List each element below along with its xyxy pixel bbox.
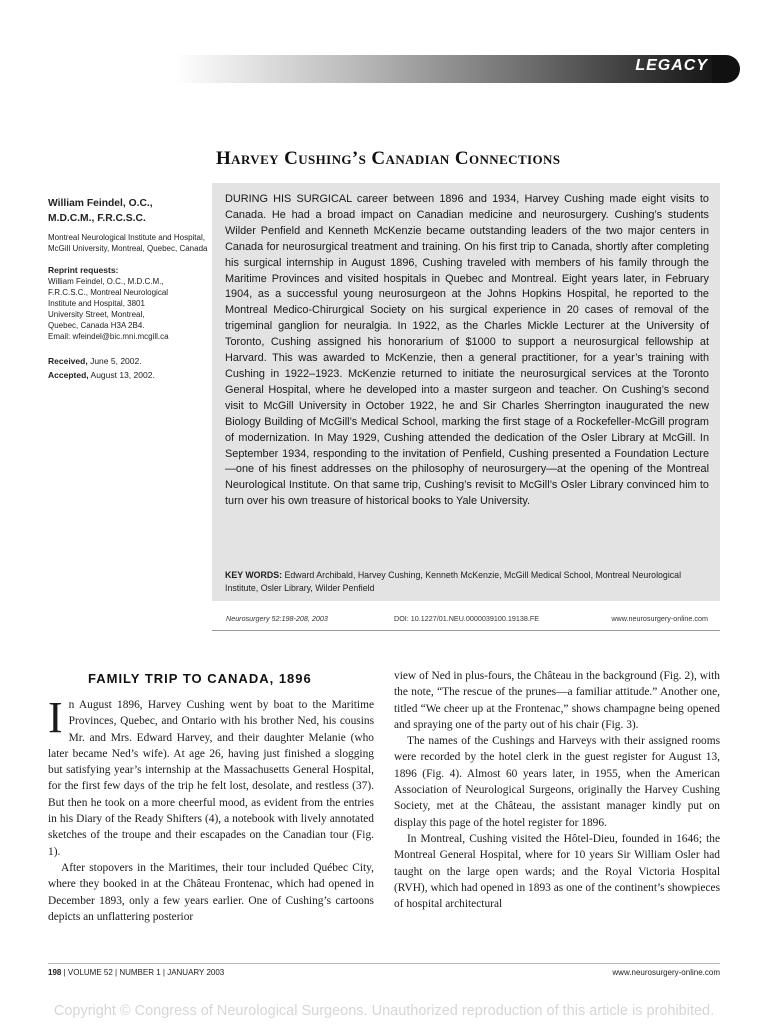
author-line-2: M.D.C.M., F.R.C.S.C. bbox=[48, 213, 146, 224]
section-banner bbox=[0, 55, 726, 83]
author-line-1: William Feindel, O.C., bbox=[48, 198, 153, 209]
accepted-label: Accepted, bbox=[48, 370, 89, 380]
author-name bbox=[48, 196, 208, 226]
footer-rule bbox=[48, 963, 720, 964]
banner-cap bbox=[712, 55, 740, 83]
keywords bbox=[225, 569, 709, 595]
paragraph-4: The names of the Cushings and Harveys with their assigned rooms were recorded by the hotel clerk in the guest register for August 13, 1896 (Fig. 4). Almost 60 years later, in 1955, when the American Association of Neurological Surgeons, originally the Harvey Cushing Society, met at the Château, the assistant manager kindly put on display this page of the hotel register for 1896. bbox=[394, 735, 720, 829]
keywords-label: KEY WORDS: bbox=[225, 570, 283, 580]
paragraph-1-text: n August 1896, Harvey Cushing went by boat to the Maritime Provinces, Quebec, and Ontario with his brother Ned, his cousins Mr. and Mrs. Edward Harvey, and their daughter Melanie (who later became Ned’s wife). At age 26, having just finished a slogging but satisfying year’s internship at the Massachusetts General Hospital, for the first few days of the trip he felt lost, desolate, and restless (37). But then he took on a more cheerful mood, as evident from the entries in his Diary of the Ready Shifters (4), a notebook with lively annotated sketches of the troupe and their escapades on the Canadian tour (Fig. 1). bbox=[48, 699, 374, 858]
abstract-text: DURING HIS SURGICAL career between 1896 and 1934, Harvey Cushing made eight visits to Canada. He had a broad impact on Canadian medicine and neurosurgery. Cushing’s students Wilder Penfield and Kenneth McKenzie became outstanding leaders of the two major centers in Canada for neurosurgical treatment and training. On his first trip to Canada, shortly after completing his surgical internship in August 1896, Cushing traveled with members of his family through the Maritime Provinces and visited hospitals in Quebec and Montreal. Eight years later, in February 1904, as a successful young neurosurgeon at the Johns Hopkins Hospital, he reported to the Montreal Medico-Chirurgical Society on his surgical experience in 20 cases of removal of the trigeminal ganglion for neuralgia. In 1922, as the Charles Mickle Lecturer at the University of Toronto, Cushing assigned his honorarium of $1000 to support a neurosurgical fellowship at Harvard. This was awarded to McKenzie, then a general practitioner, for a year’s training with Cushing in 1922–1923. McKenzie returned to initiate the neurosurgical services at the Toronto General Hospital, where he developed into a master surgeon and teacher. On Cushing’s second visit to McGill University in October 1922, he and Sir Charles Sherrington inaugurated the new Biology Building of McGill’s Medical School, marking the first stage of a Rockefeller-McGill program of modernization. In May 1929, Cushing attended the dedication of the Osler Library at McGill. In September 1934, responding to the invitation of Penfield, Cushing presented a Foundation Lecture—one of his finest addresses on the philosophy of neurosurgery—at the opening of the Montreal Neurological Institute. On that same trip, Cushing’s revisit to McGill’s Osler Library convinced him to turn over his own treasure of historical books to Yale University. bbox=[225, 193, 709, 508]
body-column-right bbox=[394, 668, 720, 912]
drop-cap: I bbox=[48, 693, 63, 742]
author-affiliation: Montreal Neurological Institute and Hospital, McGill University, Montreal, Quebec, Canada bbox=[48, 233, 208, 253]
page-number: 198 bbox=[48, 968, 62, 977]
issue-info: | VOLUME 52 | NUMBER 1 | JANUARY 2003 bbox=[63, 968, 225, 977]
body-column-left bbox=[48, 693, 374, 925]
article-dates bbox=[48, 354, 208, 382]
paragraph-3: view of Ned in plus-fours, the Château in the background (Fig. 2), with the note, “The rescue of the prunes—a familiar attitude.” Another one, titled “We cheer up at the Frontenac,” shows champagne being opened and spraying one of the party out of his chair (Fig. 3). bbox=[394, 670, 720, 731]
section-heading: FAMILY TRIP TO CANADA, 1896 bbox=[88, 671, 312, 686]
paragraph-2: After stopovers in the Maritimes, their tour included Québec City, where they booked in at the Château Frontenac, which had opened in December 1893, only a few years earlier. One of Cushing’s cartoons depicts an unflattering posterior bbox=[48, 861, 374, 923]
journal-website: www.neurosurgery-online.com bbox=[611, 614, 708, 623]
reprint-heading: Reprint requests: bbox=[48, 265, 119, 275]
copyright-notice: Copyright © Congress of Neurological Surgeons. Unauthorized reproduction of this article is prohibited. bbox=[53, 1003, 715, 1019]
footer-issue-info bbox=[48, 968, 224, 977]
reprint-address: William Feindel, O.C., M.D.C.M., F.R.C.S.C., Montreal Neurological Institute and Hospital, 3801 University Street, Montreal, Quebec, Canada H3A 2B4. Email: wfeindel@bic.mni.mcgill.ca bbox=[48, 277, 169, 341]
accepted-date: August 13, 2002. bbox=[90, 370, 155, 380]
received-date: June 5, 2002. bbox=[90, 356, 142, 366]
keywords-list: Edward Archibald, Harvey Cushing, Kenneth McKenzie, McGill Medical School, Montreal Neurological Institute, Osler Library, Wilder Penfield bbox=[225, 570, 682, 593]
paragraph-5: In Montreal, Cushing visited the Hôtel-Dieu, founded in 1646; the Montreal General Hospital, where for 10 years Sir William Osler had taught on the large open wards; and the Royal Victoria Hospital (RVH), which had opened in 1893 as one of the continent’s showpieces of hospital architectural bbox=[394, 832, 720, 911]
article-title: Harvey Cushing’s Canadian Connections bbox=[216, 148, 561, 169]
citation-bar bbox=[212, 605, 720, 631]
section-label: LEGACY bbox=[635, 57, 708, 74]
journal-citation: Neurosurgery 52:198-208, 2003 bbox=[226, 614, 328, 623]
author-sidebar bbox=[48, 196, 208, 382]
doi: DOI: 10.1227/01.NEU.0000039100.19138.FE bbox=[394, 614, 540, 623]
received-label: Received, bbox=[48, 356, 88, 366]
footer-website: www.neurosurgery-online.com bbox=[612, 968, 720, 977]
paragraph-1 bbox=[48, 693, 374, 860]
